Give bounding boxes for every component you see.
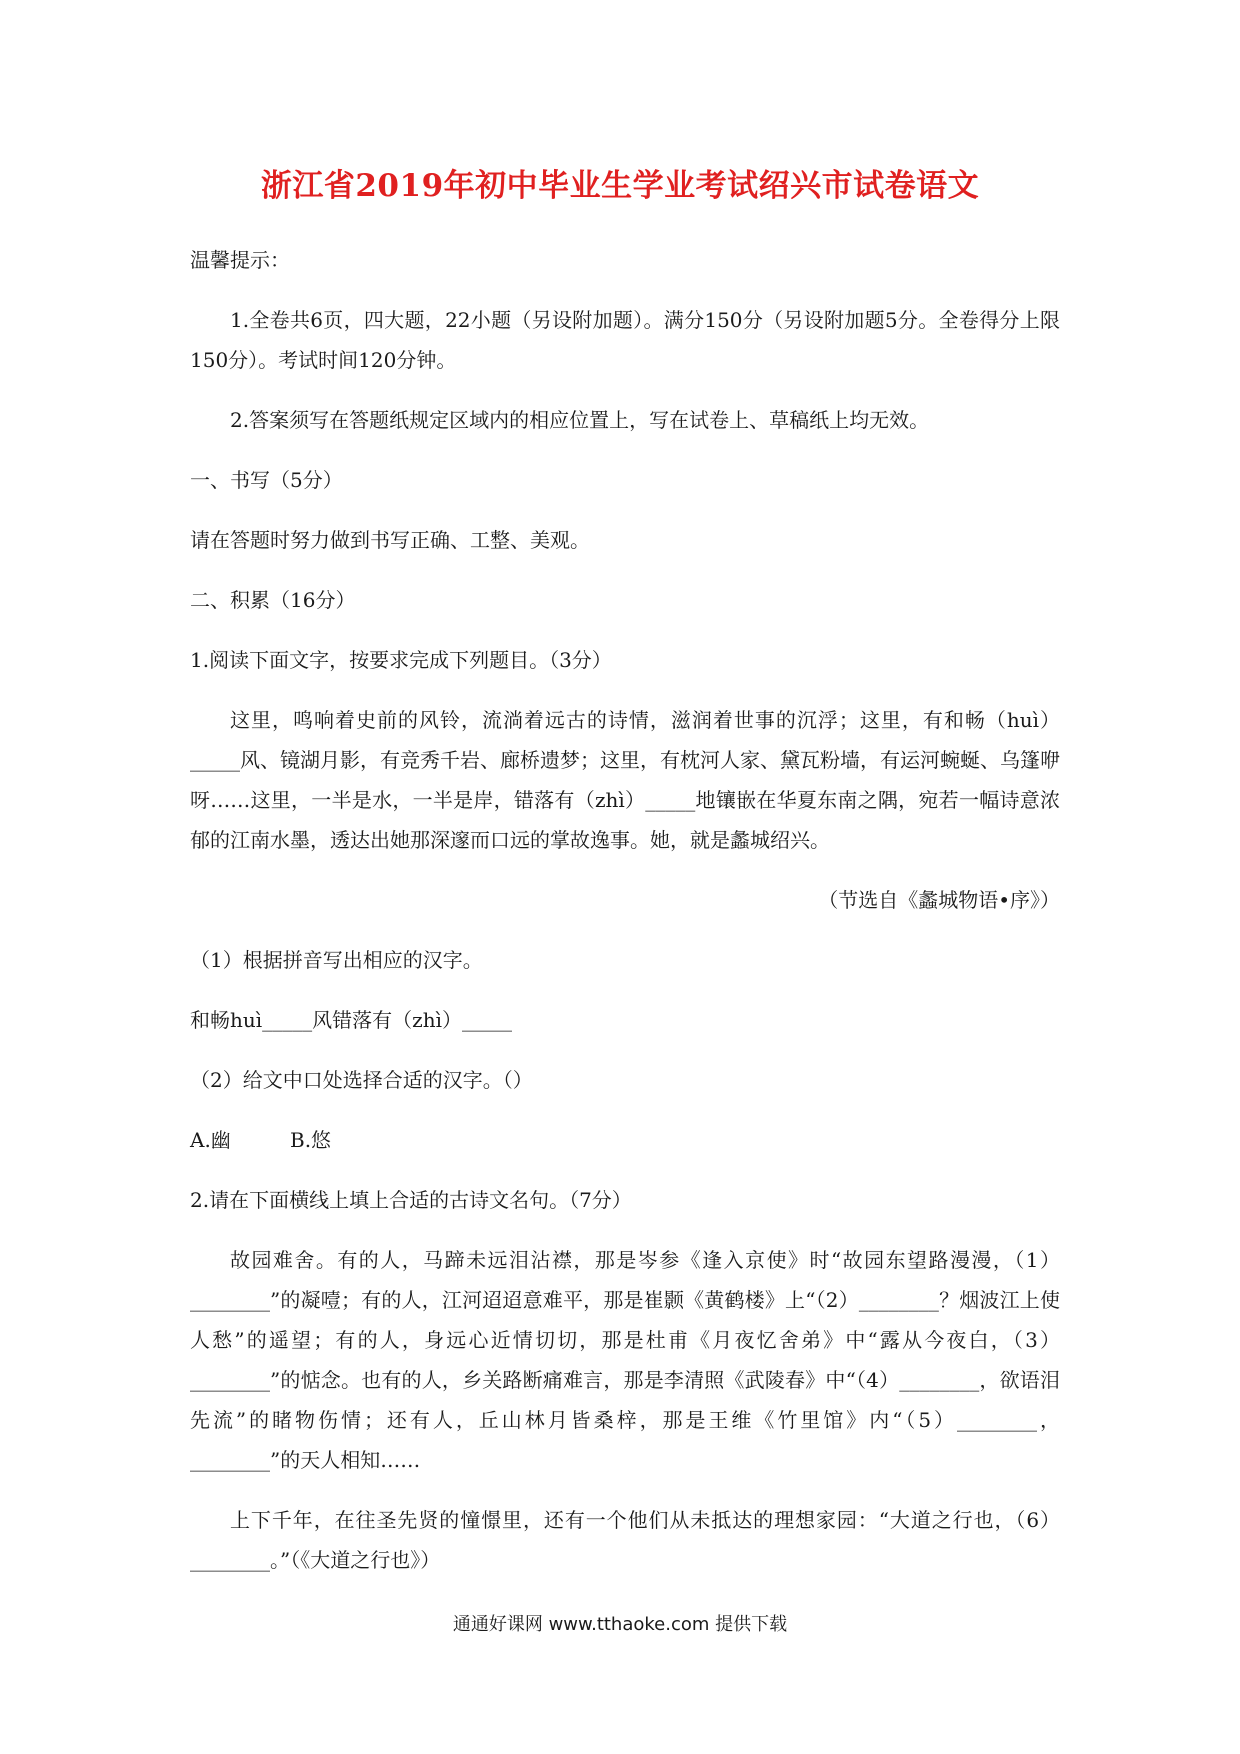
question1-sub1-stem: （1）根据拼音写出相应的汉字。 — [190, 948, 483, 972]
question2-passage-1: 故园难舍。有的人，马蹄未远泪沾襟，那是岑参《逢入京使》时“故园东望路漫漫，（1）________”的凝噎；有的人，江河迢迢意难平，那是崔颢《黄鹤楼》上“（2）________？烟波江上使人愁”的遥望；有的人，身远心近情切切，那是杜甫《月夜忆舍弟》中“露从今夜白，（3）________”的惦念。也有的人，乡关路断痛难言，那是李清照《武陵春》中“（4）________，欲语泪先流”的睹物伤情；还有人，丘山林月皆桑梓，那是王维《竹里馆》内“（5）________，________”的天人相知…… — [190, 1248, 1060, 1472]
exam-content — [190, 240, 1060, 1600]
question1-sub1-blanks: 和畅huì_____风错落有（zhì）_____ — [190, 1008, 512, 1032]
question1-passage: 这里，鸣响着史前的风铃，流淌着远古的诗情，滋润着世事的沉浮；这里，有和畅（huì）_____风、镜湖月影，有竞秀千岩、廊桥遗梦；这里，有枕河人家、黛瓦粉墙，有运河蜿蜒、乌篷咿呀……这里，一半是水，一半是岸，错落有（zhì）_____地镶嵌在华夏东南之隅，宛若一幅诗意浓郁的江南水墨，透达出她那深邃而口远的掌故逸事。她，就是蠡城绍兴。 — [190, 708, 1060, 852]
tip-item-2: 2.答案须写在答题纸规定区域内的相应位置上，写在试卷上、草稿纸上均无效。 — [230, 408, 930, 432]
question2-stem: 2.请在下面横线上填上合适的古诗文名句。（7分） — [190, 1188, 632, 1212]
question2-passage-2: 上下千年，在往圣先贤的憧憬里，还有一个他们从未抵达的理想家园：“大道之行也，（6）________。”（《大道之行也》） — [190, 1508, 1060, 1572]
option-b: B.悠 — [290, 1128, 332, 1152]
page-title: 浙江省2019年初中毕业生学业考试绍兴市试卷语文 — [260, 168, 980, 204]
page-footer: 通通好课网 www.tthaoke.com 提供下载 — [452, 1614, 788, 1635]
tips-heading: 温馨提示： — [190, 248, 290, 272]
question1-source: （节选自《蠡城物语•序》） — [818, 888, 1060, 912]
section1-heading: 一、书写（5分） — [190, 468, 343, 492]
option-a: A.幽 — [190, 1128, 231, 1152]
section2-heading: 二、积累（16分） — [190, 588, 356, 612]
tip-item-1: 1.全卷共6页，四大题，22小题（另设附加题）。满分150分（另设附加题5分。全卷得分上限150分）。考试时间120分钟。 — [190, 308, 1060, 372]
section1-text: 请在答题时努力做到书写正确、工整、美观。 — [190, 528, 590, 552]
question1-sub2-stem: （2）给文中口处选择合适的汉字。（） — [190, 1068, 533, 1092]
question1-options — [190, 1120, 1060, 1160]
question1-stem: 1.阅读下面文字，按要求完成下列题目。（3分） — [190, 648, 612, 672]
